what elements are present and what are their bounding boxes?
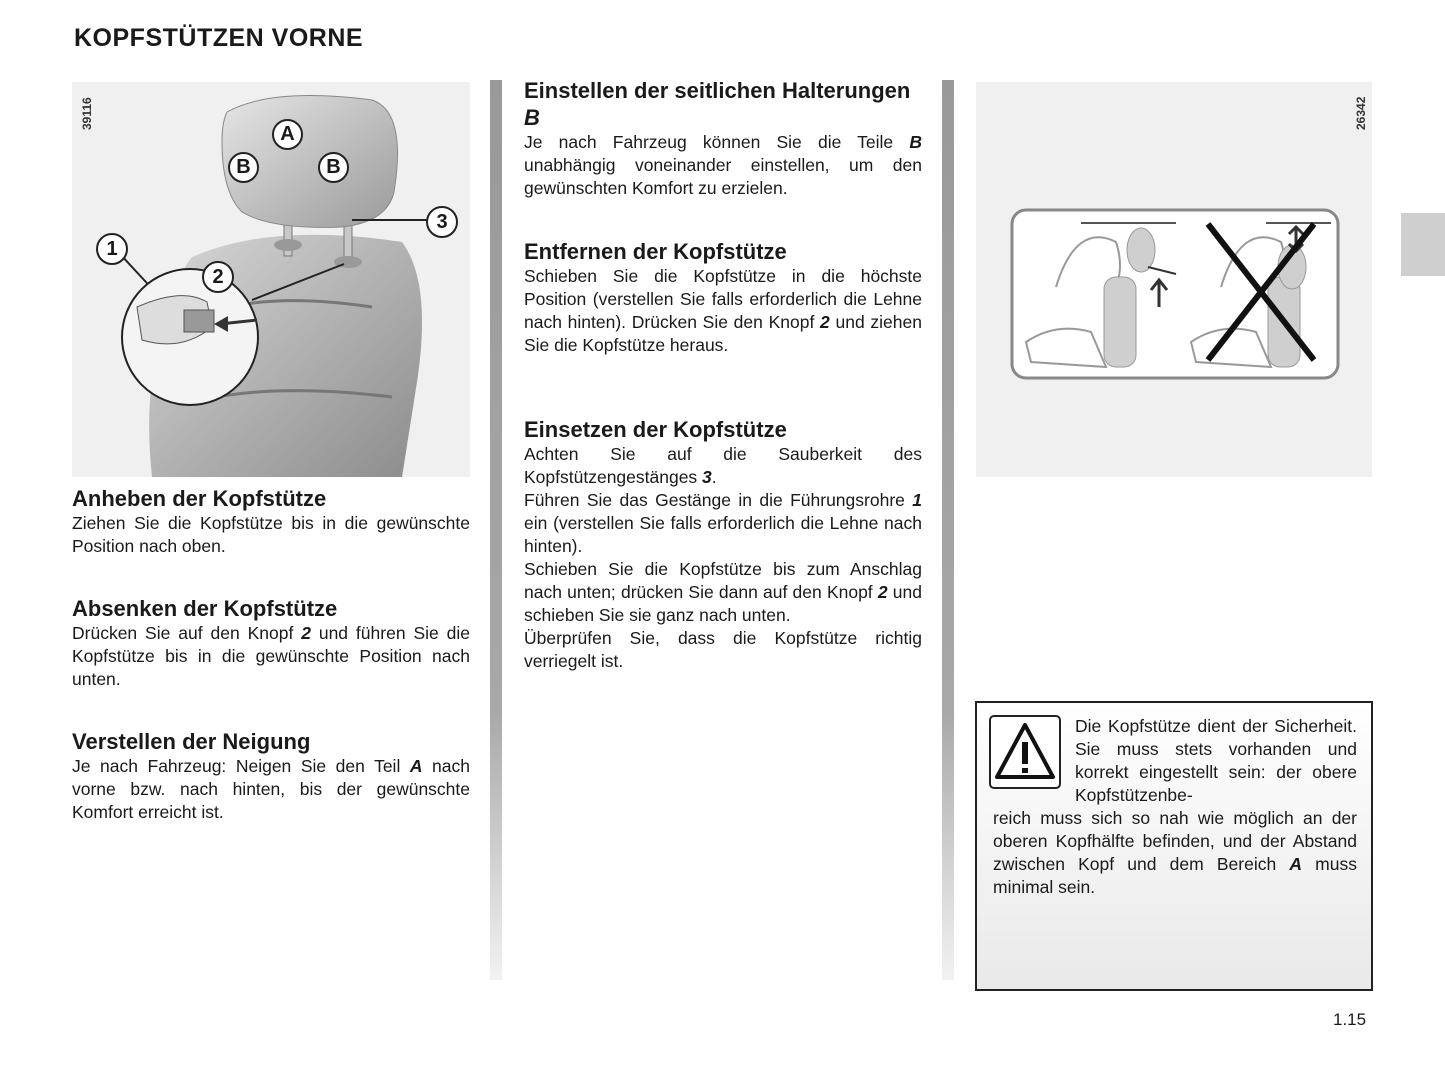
label-3: 3 <box>426 206 458 238</box>
section-text: Führen Sie das Gestänge in die Führungsrohre 1 ein (verstellen Sie falls erforderlich die Lehne nach hinten). <box>524 490 922 556</box>
section-text: Schieben Sie die Kopfstütze in die höchste Position (verstellen Sie falls erforderlich die Lehne nach hinten). Drücken Sie den Knopf 2 und ziehen Sie die Kopfstütze heraus. <box>524 266 922 355</box>
page-number: 1.15 <box>1333 1010 1367 1029</box>
section-title: Anheben der Kopfstütze <box>72 486 327 511</box>
section-raise <box>72 485 470 558</box>
section-text: Je nach Fahrzeug: Neigen Sie den Teil A nach vorne bzw. nach hinten, bis der gewünschte Komfort erreicht ist. <box>72 756 470 822</box>
section-title: Entfernen der Kopfstütze <box>524 239 787 264</box>
headrest-illustration <box>72 82 470 477</box>
page-title: KOPFSTÜTZEN VORNE <box>74 24 364 52</box>
column-divider-right <box>942 80 954 980</box>
section-lower <box>72 595 470 691</box>
column-divider-left <box>490 80 502 980</box>
correct-incorrect-position-drawing <box>976 82 1372 477</box>
section-insert <box>524 416 922 673</box>
headrest-position-illustration <box>976 82 1372 477</box>
figure-code: 26342 <box>1354 96 1368 130</box>
section-remove <box>524 238 922 357</box>
section-side-supports <box>524 77 922 200</box>
figure-code: 39116 <box>80 97 94 130</box>
section-text: Schieben Sie die Kopfstütze bis zum Anschlag nach unten; drücken Sie dann auf den Knopf 2 und schieben Sie sie ganz nach unten. <box>524 559 922 625</box>
section-title: Einsetzen der Kopfstütze <box>524 417 787 442</box>
section-text: Je nach Fahrzeug können Sie die Teile B unabhängig voneinander einstellen, um den gewünschten Komfort zu erzielen. <box>524 132 922 198</box>
section-tilt <box>72 728 470 824</box>
section-title: Verstellen der Neigung <box>72 729 311 754</box>
warning-triangle-icon <box>989 715 1061 789</box>
section-text: Drücken Sie auf den Knopf 2 und führen Sie die Kopfstütze bis in die gewünschte Position nach unten. <box>72 623 470 689</box>
section-text: Achten Sie auf die Sauberkeit des Kopfstützengestänges 3. <box>524 444 922 487</box>
label-a: A <box>272 119 303 150</box>
section-text: Überprüfen Sie, dass die Kopfstütze richtig verriegelt ist. <box>524 628 922 671</box>
label-b-right: B <box>318 152 349 183</box>
warning-box <box>975 701 1373 991</box>
warning-text-continued: reich muss sich so nah wie möglich an der oberen Kopfhälfte befinden, und der Abstand zwischen Kopf und dem Bereich A muss minimal sein. <box>993 808 1357 897</box>
section-title: Einstellen der seitlichen Halterungen B <box>524 78 911 130</box>
section-text: Ziehen Sie die Kopfstütze bis in die gewünschte Position nach oben. <box>72 513 470 556</box>
chapter-tab <box>1401 213 1445 276</box>
warning-text: Die Kopfstütze dient der Sicherheit. Sie muss stets vorhanden und korrekt eingestellt sein: der obere Kopfstützenbe- <box>1075 716 1357 805</box>
label-1: 1 <box>96 233 128 265</box>
section-title: Absenken der Kopfstütze <box>72 596 338 621</box>
label-2: 2 <box>202 261 234 293</box>
label-b-left: B <box>228 152 259 183</box>
seat-headrest-drawing <box>72 82 470 477</box>
